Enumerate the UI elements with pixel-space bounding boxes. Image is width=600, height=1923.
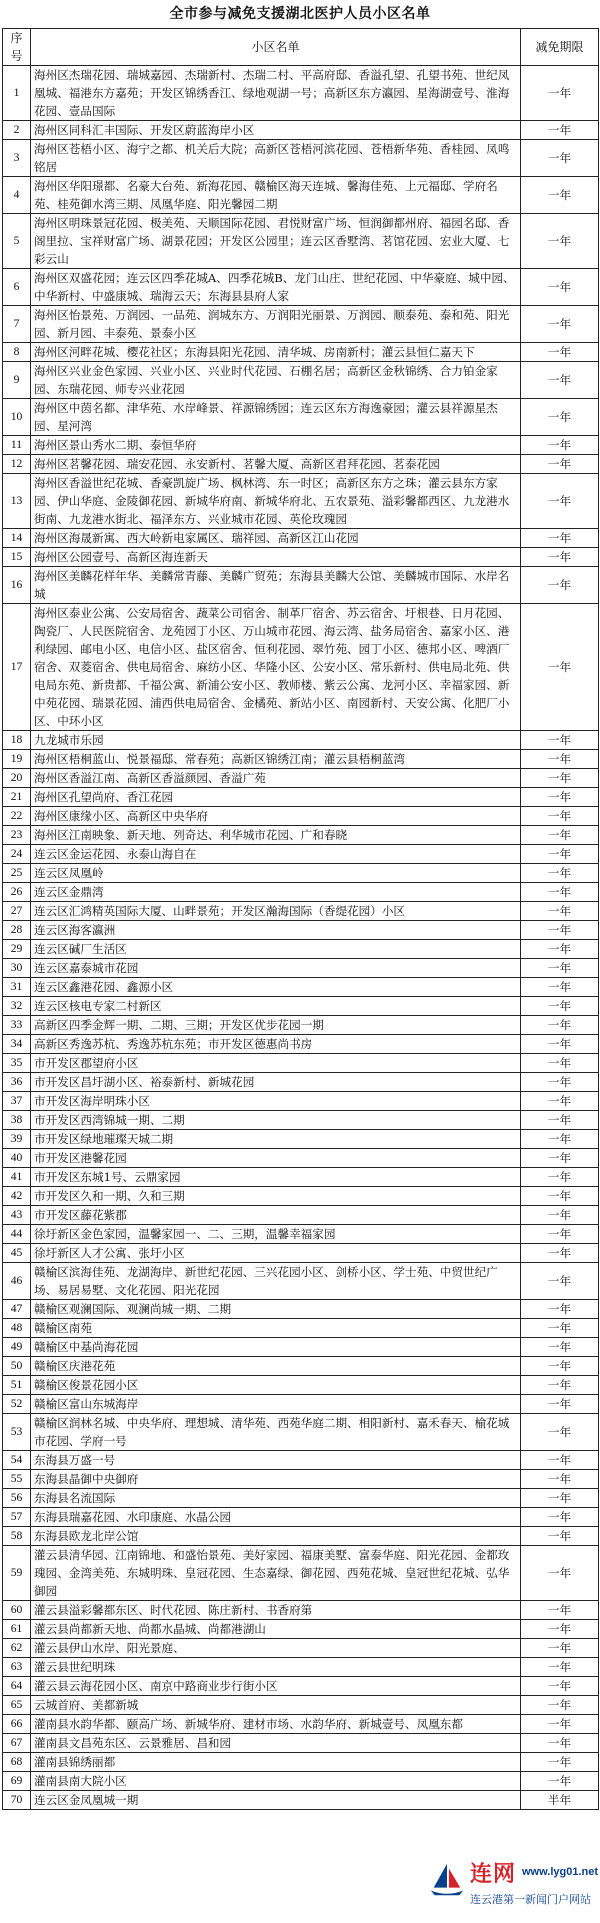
row-community-names: 灌云县尚都新天地、尚都水晶城、尚都港湖山 bbox=[31, 1620, 521, 1639]
row-number: 38 bbox=[3, 1111, 31, 1130]
table-row bbox=[3, 845, 599, 864]
table-row bbox=[3, 1791, 599, 1810]
table-row bbox=[3, 997, 599, 1016]
table-row bbox=[3, 1620, 599, 1639]
table-row bbox=[3, 548, 599, 567]
row-community-names: 市开发区久和一期、久和三期 bbox=[31, 1187, 521, 1206]
row-number: 62 bbox=[3, 1639, 31, 1658]
row-community-names: 东海县名流国际 bbox=[31, 1489, 521, 1508]
row-number: 34 bbox=[3, 1035, 31, 1054]
row-community-names: 海州区公园壹号、高新区海连新天 bbox=[31, 548, 521, 567]
row-number: 64 bbox=[3, 1677, 31, 1696]
row-number: 17 bbox=[3, 604, 31, 731]
row-community-names: 连云区凤凰岭 bbox=[31, 864, 521, 883]
row-community-names: 灌云县云海花园小区、南京中路商业步行街小区 bbox=[31, 1677, 521, 1696]
row-exemption-period: 一年 bbox=[521, 66, 599, 121]
table-row bbox=[3, 1527, 599, 1546]
table-row bbox=[3, 1130, 599, 1149]
table-row bbox=[3, 1696, 599, 1715]
table-row bbox=[3, 1206, 599, 1225]
site-watermark bbox=[426, 1857, 599, 1919]
row-number: 21 bbox=[3, 788, 31, 807]
row-exemption-period: 一年 bbox=[521, 1546, 599, 1601]
row-number: 35 bbox=[3, 1054, 31, 1073]
table-row bbox=[3, 940, 599, 959]
row-community-names: 连云区鑫港花园、鑫源小区 bbox=[31, 978, 521, 997]
row-number: 46 bbox=[3, 1263, 31, 1300]
row-community-names: 海州区江南映象、新天地、列奇达、利华城市花园、广和春晓 bbox=[31, 826, 521, 845]
row-community-names: 海州区双盛花园；连云区四季花城A、四季花城B、龙门山庄、世纪花园、中华豪庭、城中园、中华新村、中盛康城、瑞海云天；东海县县府人家 bbox=[31, 269, 521, 306]
row-community-names: 连云区金鼎湾 bbox=[31, 883, 521, 902]
row-community-names: 市开发区藤花紫郡 bbox=[31, 1206, 521, 1225]
table-row bbox=[3, 1489, 599, 1508]
row-number: 60 bbox=[3, 1601, 31, 1620]
row-exemption-period: 一年 bbox=[521, 845, 599, 864]
row-community-names: 海州区华阳璟都、名豪大台苑、新海花园、赣榆区海天连城、馨海佳苑、上元福邸、学府名苑、桂苑御水湾三期、凤凰华庭、阳光馨园二期 bbox=[31, 177, 521, 214]
row-exemption-period: 一年 bbox=[521, 1527, 599, 1546]
row-community-names: 徐圩新区人才公寓、张圩小区 bbox=[31, 1244, 521, 1263]
table-row bbox=[3, 1658, 599, 1677]
row-exemption-period: 一年 bbox=[521, 1357, 599, 1376]
row-number: 59 bbox=[3, 1546, 31, 1601]
table-row bbox=[3, 529, 599, 548]
row-community-names: 市开发区郡望府小区 bbox=[31, 1054, 521, 1073]
row-exemption-period: 一年 bbox=[521, 567, 599, 604]
table-row bbox=[3, 921, 599, 940]
table-row bbox=[3, 474, 599, 529]
row-exemption-period: 一年 bbox=[521, 1376, 599, 1395]
row-number: 19 bbox=[3, 750, 31, 769]
row-community-names: 东海县欧龙北岸公馆 bbox=[31, 1527, 521, 1546]
table-body bbox=[3, 66, 599, 1810]
row-number: 70 bbox=[3, 1791, 31, 1810]
row-number: 11 bbox=[3, 436, 31, 455]
row-number: 28 bbox=[3, 921, 31, 940]
row-exemption-period: 一年 bbox=[521, 474, 599, 529]
row-exemption-period: 一年 bbox=[521, 864, 599, 883]
table-row bbox=[3, 826, 599, 845]
row-exemption-period: 一年 bbox=[521, 455, 599, 474]
row-number: 58 bbox=[3, 1527, 31, 1546]
table-row bbox=[3, 1300, 599, 1319]
row-community-names: 海州区苍梧小区、海宁之都、机关后大院；高新区苍梧河滨花园、苍梧新华苑、香桂园、凤鸣铭居 bbox=[31, 140, 521, 177]
row-number: 7 bbox=[3, 306, 31, 343]
table-row bbox=[3, 1338, 599, 1357]
row-community-names: 九龙城市乐园 bbox=[31, 731, 521, 750]
row-number: 24 bbox=[3, 845, 31, 864]
row-number: 12 bbox=[3, 455, 31, 474]
sailboat-icon bbox=[428, 1861, 466, 1899]
table-row bbox=[3, 1035, 599, 1054]
row-community-names: 灌南县南大院小区 bbox=[31, 1772, 521, 1791]
table-row bbox=[3, 1376, 599, 1395]
row-exemption-period: 一年 bbox=[521, 1225, 599, 1244]
row-exemption-period: 一年 bbox=[521, 1639, 599, 1658]
table-row bbox=[3, 567, 599, 604]
row-number: 39 bbox=[3, 1130, 31, 1149]
row-community-names: 云城首府、美都新城 bbox=[31, 1696, 521, 1715]
row-community-names: 市开发区西湾锦城一期、二期 bbox=[31, 1111, 521, 1130]
table-row bbox=[3, 436, 599, 455]
row-number: 22 bbox=[3, 807, 31, 826]
table-row bbox=[3, 1357, 599, 1376]
row-community-names: 海州区海晟新寓、西大岭新电家属区、瑞祥园、高新区江山花园 bbox=[31, 529, 521, 548]
row-number: 4 bbox=[3, 177, 31, 214]
row-exemption-period: 一年 bbox=[521, 1715, 599, 1734]
row-community-names: 海州区兴业金色家园、兴业小区、兴业时代花园、石棚名居；高新区金秋锦绣、合力铂金家园、东瑞花园、师专兴业花园 bbox=[31, 362, 521, 399]
row-community-names: 东海县万盛一号 bbox=[31, 1451, 521, 1470]
row-exemption-period: 一年 bbox=[521, 1035, 599, 1054]
row-exemption-period: 一年 bbox=[521, 1395, 599, 1414]
row-exemption-period: 一年 bbox=[521, 1319, 599, 1338]
row-exemption-period: 一年 bbox=[521, 1601, 599, 1620]
row-community-names: 徐圩新区金色家园，温馨家园一、二、三期，温馨幸福家园 bbox=[31, 1225, 521, 1244]
row-community-names: 海州区香溢世纪花城、香豪凯旋广场、枫林湾、东一时区；高新区东方之珠；灌云县东方家园、伊山华庭、金陵御花园、新城华府南、新城华府北、五农景苑、溢彩馨都西区、九龙港水街南、九龙港水街北、福泽东方、兴业城市花园、英伦玫瑰园 bbox=[31, 474, 521, 529]
row-exemption-period: 一年 bbox=[521, 436, 599, 455]
row-exemption-period: 一年 bbox=[521, 1016, 599, 1035]
watermark-slogan: 连云港第一新闻门户网站 bbox=[470, 1893, 591, 1906]
row-exemption-period: 一年 bbox=[521, 807, 599, 826]
row-exemption-period: 一年 bbox=[521, 343, 599, 362]
document-title: 全市参与减免支援湖北医护人员小区名单 bbox=[169, 6, 431, 22]
row-number: 44 bbox=[3, 1225, 31, 1244]
row-community-names: 市开发区海岸明珠小区 bbox=[31, 1092, 521, 1111]
row-number: 10 bbox=[3, 399, 31, 436]
table-header-row bbox=[3, 29, 599, 66]
table-row bbox=[3, 1168, 599, 1187]
table-row bbox=[3, 864, 599, 883]
row-community-names: 赣榆区观澜国际、观澜尚城一期、二期 bbox=[31, 1300, 521, 1319]
row-exemption-period: 一年 bbox=[521, 1187, 599, 1206]
table-row bbox=[3, 1677, 599, 1696]
row-number: 30 bbox=[3, 959, 31, 978]
row-number: 2 bbox=[3, 121, 31, 140]
row-community-names: 市开发区东城1号、云鼎家园 bbox=[31, 1168, 521, 1187]
table-row bbox=[3, 343, 599, 362]
row-community-names: 灌云县世纪明珠 bbox=[31, 1658, 521, 1677]
table-row bbox=[3, 121, 599, 140]
row-exemption-period: 一年 bbox=[521, 1734, 599, 1753]
row-community-names: 海州区河畔花城、樱花社区；东海县阳光花园、清华城、房南新村；灌云县恒仁嘉天下 bbox=[31, 343, 521, 362]
row-exemption-period: 一年 bbox=[521, 1263, 599, 1300]
row-exemption-period: 一年 bbox=[521, 921, 599, 940]
table-row bbox=[3, 1073, 599, 1092]
row-exemption-period: 一年 bbox=[521, 883, 599, 902]
table-row bbox=[3, 1187, 599, 1206]
row-exemption-period: 一年 bbox=[521, 902, 599, 921]
row-number: 40 bbox=[3, 1149, 31, 1168]
row-exemption-period: 一年 bbox=[521, 306, 599, 343]
table-row bbox=[3, 731, 599, 750]
row-community-names: 灌南县锦绣丽都 bbox=[31, 1753, 521, 1772]
row-community-names: 海州区同科汇丰国际、开发区蔚蓝海岸小区 bbox=[31, 121, 521, 140]
row-community-names: 赣榆区中基尚海花园 bbox=[31, 1338, 521, 1357]
header-community-names: 小区名单 bbox=[31, 29, 521, 66]
row-exemption-period: 半年 bbox=[521, 1791, 599, 1810]
row-exemption-period: 一年 bbox=[521, 214, 599, 269]
table-row bbox=[3, 66, 599, 121]
row-number: 42 bbox=[3, 1187, 31, 1206]
row-exemption-period: 一年 bbox=[521, 269, 599, 306]
row-number: 3 bbox=[3, 140, 31, 177]
row-number: 5 bbox=[3, 214, 31, 269]
row-exemption-period: 一年 bbox=[521, 959, 599, 978]
row-exemption-period: 一年 bbox=[521, 529, 599, 548]
row-exemption-period: 一年 bbox=[521, 1508, 599, 1527]
table-row bbox=[3, 1092, 599, 1111]
row-exemption-period: 一年 bbox=[521, 1677, 599, 1696]
row-community-names: 赣榆区俊景花园小区 bbox=[31, 1376, 521, 1395]
row-community-names: 海州区美麟花样年华、美麟常青藤、美麟广贸苑；东海县美麟大公馆、美麟城市国际、水岸名城 bbox=[31, 567, 521, 604]
table-row bbox=[3, 455, 599, 474]
row-number: 67 bbox=[3, 1734, 31, 1753]
row-community-names: 灌南县水韵华都、颐高广场、新城华府、建材市场、水韵华府、新城壹号、凤凰东都 bbox=[31, 1715, 521, 1734]
row-number: 32 bbox=[3, 997, 31, 1016]
table-row bbox=[3, 1451, 599, 1470]
row-number: 61 bbox=[3, 1620, 31, 1639]
header-exemption-period: 减免期限 bbox=[521, 29, 599, 66]
row-community-names: 连云区核电专家二村新区 bbox=[31, 997, 521, 1016]
row-community-names: 市开发区绿地璀璨天城二期 bbox=[31, 1130, 521, 1149]
row-number: 1 bbox=[3, 66, 31, 121]
row-number: 29 bbox=[3, 940, 31, 959]
row-exemption-period: 一年 bbox=[521, 140, 599, 177]
row-exemption-period: 一年 bbox=[521, 1470, 599, 1489]
row-number: 36 bbox=[3, 1073, 31, 1092]
row-number: 56 bbox=[3, 1489, 31, 1508]
row-exemption-period: 一年 bbox=[521, 978, 599, 997]
table-row bbox=[3, 399, 599, 436]
row-number: 27 bbox=[3, 902, 31, 921]
row-number: 43 bbox=[3, 1206, 31, 1225]
row-community-names: 连云区嘉泰城市花园 bbox=[31, 959, 521, 978]
row-community-names: 东海县晶御中央御府 bbox=[31, 1470, 521, 1489]
row-community-names: 高新区四季金辉一期、二期、三期；开发区优步花园一期 bbox=[31, 1016, 521, 1035]
table-row bbox=[3, 788, 599, 807]
row-exemption-period: 一年 bbox=[521, 826, 599, 845]
row-number: 45 bbox=[3, 1244, 31, 1263]
row-community-names: 连云区汇鸿精英国际大厦、山畔景苑；开发区瀚海国际（香缇花园）小区 bbox=[31, 902, 521, 921]
row-number: 57 bbox=[3, 1508, 31, 1527]
table-row bbox=[3, 1244, 599, 1263]
row-community-names: 海州区明珠景冠花园、极美苑、天顺国际花园、君悦财富广场、恒润御都州府、福园名邸、香阁里拉、宝祥财富广场、湖景花园；开发区公园里；连云区香墅湾、茗馆花园、宏业大厦、七彩云山 bbox=[31, 214, 521, 269]
row-community-names: 赣榆区滨海佳苑、龙湖海岸、新世纪花园、三兴花园小区、剑桥小区、学士苑、中贸世纪广场、易居易墅、文化花园、阳光花园 bbox=[31, 1263, 521, 1300]
row-community-names: 连云区金凤凰城一期 bbox=[31, 1791, 521, 1810]
table-row bbox=[3, 1546, 599, 1601]
table-row bbox=[3, 1263, 599, 1300]
row-exemption-period: 一年 bbox=[521, 1489, 599, 1508]
row-exemption-period: 一年 bbox=[521, 1620, 599, 1639]
table-row bbox=[3, 1016, 599, 1035]
table-row bbox=[3, 1639, 599, 1658]
row-number: 31 bbox=[3, 978, 31, 997]
row-exemption-period: 一年 bbox=[521, 362, 599, 399]
row-exemption-period: 一年 bbox=[521, 1244, 599, 1263]
row-community-names: 海州区茗馨花园、瑞安花园、永安新村、茗馨大厦、高新区君拜花园、茗泰花园 bbox=[31, 455, 521, 474]
row-community-names: 市开发区昌圩湖小区、裕泰新村、新城花园 bbox=[31, 1073, 521, 1092]
row-number: 14 bbox=[3, 529, 31, 548]
row-exemption-period: 一年 bbox=[521, 940, 599, 959]
table-row bbox=[3, 769, 599, 788]
row-exemption-period: 一年 bbox=[521, 1753, 599, 1772]
row-exemption-period: 一年 bbox=[521, 1451, 599, 1470]
row-exemption-period: 一年 bbox=[521, 1092, 599, 1111]
table-row bbox=[3, 1470, 599, 1489]
table-row bbox=[3, 1601, 599, 1620]
row-community-names: 高新区秀逸苏杭、秀逸苏杭东苑；市开发区德惠尚书房 bbox=[31, 1035, 521, 1054]
row-exemption-period: 一年 bbox=[521, 548, 599, 567]
row-community-names: 赣榆区富山东城海岸 bbox=[31, 1395, 521, 1414]
row-number: 20 bbox=[3, 769, 31, 788]
row-community-names: 市开发区港馨花园 bbox=[31, 1149, 521, 1168]
row-number: 52 bbox=[3, 1395, 31, 1414]
table-row bbox=[3, 1111, 599, 1130]
watermark-url: www.lyg01.net bbox=[522, 1866, 599, 1878]
table-row bbox=[3, 306, 599, 343]
row-community-names: 赣榆区南苑 bbox=[31, 1319, 521, 1338]
row-number: 66 bbox=[3, 1715, 31, 1734]
row-exemption-period: 一年 bbox=[521, 121, 599, 140]
table-row bbox=[3, 750, 599, 769]
row-community-names: 赣榆区润林名城、中央华府、理想城、清华苑、西苑华庭二期、相阳新村、嘉禾春天、榆花城市花园、学府一号 bbox=[31, 1414, 521, 1451]
row-community-names: 海州区梧桐蓝山、悦景福邸、常春苑；高新区锦绣江南；灌云县梧桐蓝湾 bbox=[31, 750, 521, 769]
row-number: 23 bbox=[3, 826, 31, 845]
row-number: 16 bbox=[3, 567, 31, 604]
row-community-names: 海州区泰业公寓、公安局宿舍、蔬菜公司宿舍、制革厂宿舍、苏云宿舍、圩根巷、日月花园、陶瓷厂、人民医院宿舍、龙苑园丁小区、万山城市花园、海云湾、盐务局宿舍、嘉家小区、港利绿园、邮电小区、电信小区、盐区宿舍、恒利花园、翠竹苑、园丁小区、德邦小区、啤酒厂宿舍、双菱宿舍、供电局宿舍、麻纺小区、华隆小区、公安小区、常乐新村、供电局北苑、供电局东苑、新贵都、千福公寓、新浦公安小区、教师楼、紫云公寓、龙河小区、幸福家园、新中苑花园、瑞景花园、浦西供电局宿舍、金橘苑、新站小区、南园新村、天安公寓、化肥厂小区、中环小区 bbox=[31, 604, 521, 731]
row-exemption-period: 一年 bbox=[521, 1414, 599, 1451]
table-row bbox=[3, 807, 599, 826]
row-number: 51 bbox=[3, 1376, 31, 1395]
table-row bbox=[3, 1508, 599, 1527]
row-number: 18 bbox=[3, 731, 31, 750]
row-community-names: 东海县瑞嘉花园、水印康庭、水晶公园 bbox=[31, 1508, 521, 1527]
table-row bbox=[3, 978, 599, 997]
row-exemption-period: 一年 bbox=[521, 1111, 599, 1130]
table-row bbox=[3, 1715, 599, 1734]
row-number: 53 bbox=[3, 1414, 31, 1451]
row-number: 68 bbox=[3, 1753, 31, 1772]
row-exemption-period: 一年 bbox=[521, 788, 599, 807]
row-community-names: 海州区康缘小区、高新区中央华府 bbox=[31, 807, 521, 826]
row-community-names: 灌云县伊山水岸、阳光景庭、 bbox=[31, 1639, 521, 1658]
table-row bbox=[3, 177, 599, 214]
row-number: 37 bbox=[3, 1092, 31, 1111]
table-row bbox=[3, 1734, 599, 1753]
row-community-names: 海州区中茵名都、津华苑、水岸峰景、祥源锦绣园；连云区东方海逸豪园；灌云县祥源星杰园、星河湾 bbox=[31, 399, 521, 436]
row-number: 49 bbox=[3, 1338, 31, 1357]
row-number: 47 bbox=[3, 1300, 31, 1319]
row-community-names: 连云区碱厂生活区 bbox=[31, 940, 521, 959]
row-number: 69 bbox=[3, 1772, 31, 1791]
table-row bbox=[3, 902, 599, 921]
row-exemption-period: 一年 bbox=[521, 769, 599, 788]
community-list-table bbox=[2, 28, 599, 1810]
row-number: 63 bbox=[3, 1658, 31, 1677]
row-number: 33 bbox=[3, 1016, 31, 1035]
row-community-names: 灌云县清华园、江南锦地、和盛怡景苑、美好家园、福康美墅、富泰华庭、阳光花园、金都玫瑰园、金湾美苑、东城明珠、皇冠花园、生态嘉绿、御花园、西苑花城、皇冠世纪花城、弘华御园 bbox=[31, 1546, 521, 1601]
row-exemption-period: 一年 bbox=[521, 1130, 599, 1149]
row-exemption-period: 一年 bbox=[521, 750, 599, 769]
table-row bbox=[3, 883, 599, 902]
row-community-names: 赣榆区庆港花苑 bbox=[31, 1357, 521, 1376]
row-exemption-period: 一年 bbox=[521, 1696, 599, 1715]
row-number: 6 bbox=[3, 269, 31, 306]
row-community-names: 灌南县文昌苑东区、云景雅居、昌和园 bbox=[31, 1734, 521, 1753]
row-number: 54 bbox=[3, 1451, 31, 1470]
row-number: 15 bbox=[3, 548, 31, 567]
row-exemption-period: 一年 bbox=[521, 1206, 599, 1225]
row-exemption-period: 一年 bbox=[521, 1168, 599, 1187]
row-number: 25 bbox=[3, 864, 31, 883]
table-row bbox=[3, 214, 599, 269]
table-row bbox=[3, 140, 599, 177]
row-number: 50 bbox=[3, 1357, 31, 1376]
row-exemption-period: 一年 bbox=[521, 731, 599, 750]
row-exemption-period: 一年 bbox=[521, 604, 599, 731]
table-row bbox=[3, 1149, 599, 1168]
row-community-names: 灌云县溢彩馨都东区、时代花园、陈庄新村、书香府第 bbox=[31, 1601, 521, 1620]
row-exemption-period: 一年 bbox=[521, 1772, 599, 1791]
row-exemption-period: 一年 bbox=[521, 399, 599, 436]
header-number: 序号 bbox=[3, 29, 31, 66]
table-row bbox=[3, 1753, 599, 1772]
row-community-names: 海州区孔望尚府、香江花园 bbox=[31, 788, 521, 807]
table-row bbox=[3, 1395, 599, 1414]
row-number: 65 bbox=[3, 1696, 31, 1715]
table-row bbox=[3, 959, 599, 978]
row-community-names: 海州区怡景苑、万润园、一品苑、润城东方、万润阳光丽景、万润园、顺泰苑、泰和苑、阳光园、新月园、丰泰苑、景泰小区 bbox=[31, 306, 521, 343]
watermark-brand: 连网 bbox=[470, 1862, 517, 1887]
row-number: 41 bbox=[3, 1168, 31, 1187]
table-row bbox=[3, 1772, 599, 1791]
row-number: 13 bbox=[3, 474, 31, 529]
row-exemption-period: 一年 bbox=[521, 997, 599, 1016]
row-exemption-period: 一年 bbox=[521, 1054, 599, 1073]
table-row bbox=[3, 362, 599, 399]
table-row bbox=[3, 1319, 599, 1338]
row-number: 48 bbox=[3, 1319, 31, 1338]
row-number: 8 bbox=[3, 343, 31, 362]
table-row bbox=[3, 604, 599, 731]
row-community-names: 海州区景山秀水二期、泰恒华府 bbox=[31, 436, 521, 455]
table-row bbox=[3, 1414, 599, 1451]
row-exemption-period: 一年 bbox=[521, 1149, 599, 1168]
row-community-names: 海州区杰瑞花园、瑞城嘉园、杰瑞新村、杰瑞二村、平高府邸、香溢孔望、孔望书苑、世纪凤凰城、福港东方嘉苑；开发区锦绣香江、绿地观湖一号；高新区东方瀛园、星海湖壹号、淮海花园、壹品国际 bbox=[31, 66, 521, 121]
row-exemption-period: 一年 bbox=[521, 1300, 599, 1319]
row-community-names: 连云区海客瀛洲 bbox=[31, 921, 521, 940]
table-row bbox=[3, 1225, 599, 1244]
row-community-names: 海州区香溢江南、高新区香溢颜园、香溢广苑 bbox=[31, 769, 521, 788]
row-number: 26 bbox=[3, 883, 31, 902]
row-exemption-period: 一年 bbox=[521, 177, 599, 214]
row-number: 55 bbox=[3, 1470, 31, 1489]
table-row bbox=[3, 269, 599, 306]
row-exemption-period: 一年 bbox=[521, 1338, 599, 1357]
row-exemption-period: 一年 bbox=[521, 1073, 599, 1092]
row-exemption-period: 一年 bbox=[521, 1658, 599, 1677]
row-community-names: 连云区金运花园、永泰山海自在 bbox=[31, 845, 521, 864]
table-row bbox=[3, 1054, 599, 1073]
row-number: 9 bbox=[3, 362, 31, 399]
